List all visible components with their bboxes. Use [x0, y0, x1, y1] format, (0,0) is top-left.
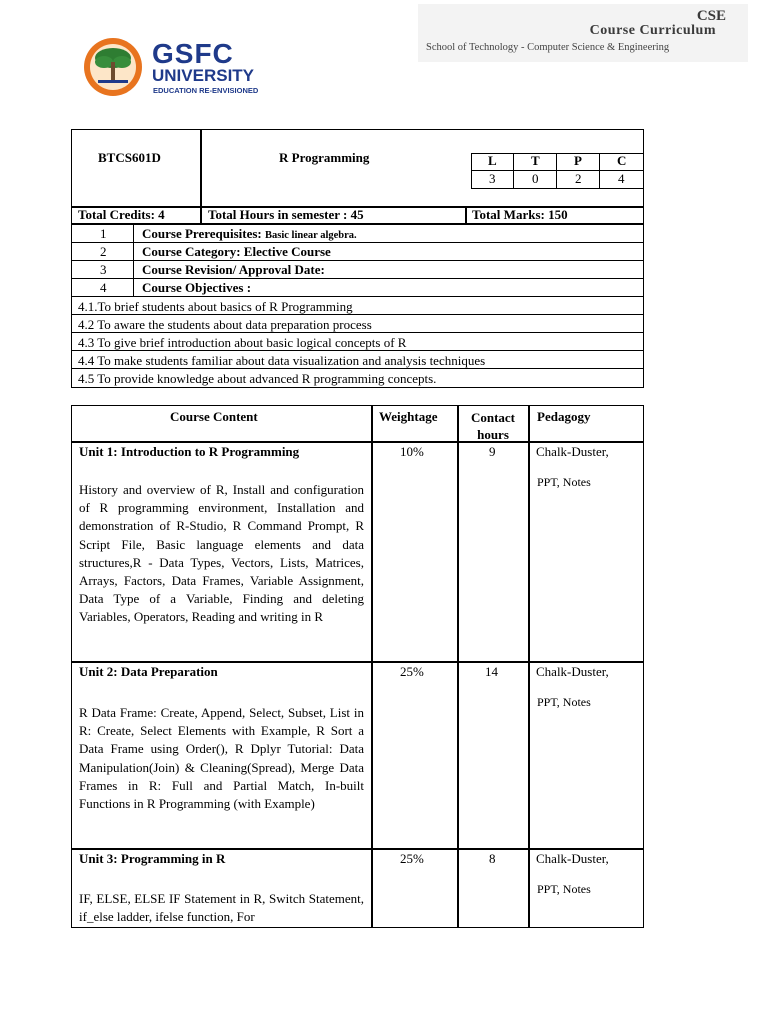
unit-pedagogy-line-2: PPT, Notes — [537, 475, 591, 489]
category-label: Course Category: Elective Course — [142, 244, 331, 259]
unit-pedagogy-line-1: Chalk-Duster, — [536, 444, 609, 459]
objectives-label: Course Objectives : — [142, 280, 252, 295]
school-name: School of Technology - Computer Science & Engineering — [426, 42, 670, 53]
unit-pedagogy-line-1: Chalk-Duster, — [536, 851, 609, 866]
total-credits: Total Credits: 4 — [78, 207, 165, 222]
prerequisites-label-text: Course Prerequisites: — [142, 226, 262, 241]
course-name: R Programming — [279, 150, 370, 165]
unit-description: History and overview of R, Install and configuration of R programming environment, Installation and demonstration of R-Studio, R Command Prompt, R Script File, Basic language elements and data structures,R - Data Types, Vectors, Lists, Matrices, Arrays, Factors, Data Frames, Variable Assignment, Data Type of a Variable, Finding and deleting Variables, Operators, Reading and writing in R — [79, 482, 364, 625]
unit-title: Unit 1: Introduction to R Programming — [79, 444, 300, 459]
tree-emblem-icon — [80, 36, 150, 98]
unit-contact-hours: 8 — [489, 851, 496, 866]
unit-weightage: 10% — [400, 444, 424, 459]
total-marks: Total Marks: 150 — [472, 207, 568, 222]
row-number: 4 — [100, 280, 107, 295]
unit-pedagogy-line-1: Chalk-Duster, — [536, 664, 609, 679]
ltpc-value-l: 3 — [489, 171, 496, 186]
total-hours: Total Hours in semester : 45 — [208, 207, 364, 222]
ltpc-header-l: L — [488, 153, 497, 168]
ltpc-header-c: C — [617, 153, 627, 168]
row-number: 3 — [100, 262, 107, 277]
column-header-content: Course Content — [170, 409, 258, 424]
unit-description: IF, ELSE, ELSE IF Statement in R, Switch Statement, if_else ladder, ifelse function, For — [79, 891, 364, 925]
objective-item: 4.5 To provide knowledge about advanced R programming concepts. — [78, 371, 437, 386]
row-number: 2 — [100, 244, 107, 259]
department-label: CSE — [696, 8, 726, 24]
column-header-weightage: Weightage — [379, 409, 438, 424]
ltpc-value-p: 2 — [575, 171, 582, 186]
revision-date-label: Course Revision/ Approval Date: — [142, 262, 325, 277]
logo-tagline: EDUCATION RE-ENVISIONED — [153, 86, 259, 95]
unit-title: Unit 3: Programming in R — [79, 851, 226, 866]
ltpc-header-p: P — [574, 153, 582, 168]
prerequisites-value: Basic linear algebra. — [265, 230, 357, 241]
column-header-pedagogy: Pedagogy — [537, 409, 591, 424]
column-header-contact-hours: Contact hours — [470, 410, 516, 442]
objective-item: 4.1.To brief students about basics of R Programming — [78, 299, 353, 314]
objective-item: 4.4 To make students familiar about data visualization and analysis techniques — [78, 353, 486, 368]
objective-item: 4.3 To give brief introduction about basic logical concepts of R — [78, 335, 407, 350]
ltpc-header-t: T — [531, 153, 540, 168]
objective-item: 4.2 To aware the students about data preparation process — [78, 317, 372, 332]
ltpc-value-t: 0 — [532, 171, 539, 186]
unit-description: R Data Frame: Create, Append, Select, Subset, List in R: Create, Select Elements with Example, R Sort a Data Frame using Order(), R Dplyr Tutorial: Data Manipulation(Join) & Cleaning(Spread), Merge Data Frames in R: Full and Partial Match, In-built Functions in R Programming (with Example) — [79, 705, 364, 812]
prerequisites-label — [142, 226, 357, 242]
unit-weightage: 25% — [400, 664, 424, 679]
document-title: Course Curriculum — [589, 23, 716, 38]
unit-contact-hours: 9 — [489, 444, 496, 459]
unit-contact-hours: 14 — [485, 664, 498, 679]
row-number: 1 — [100, 226, 107, 241]
logo-subtitle: UNIVERSITY — [152, 66, 255, 85]
unit-pedagogy-line-2: PPT, Notes — [537, 695, 591, 709]
unit-pedagogy-line-2: PPT, Notes — [537, 882, 591, 896]
unit-weightage: 25% — [400, 851, 424, 866]
unit-title: Unit 2: Data Preparation — [79, 664, 218, 679]
logo-wordmark: GSFC — [152, 38, 234, 69]
course-code: BTCS601D — [98, 150, 161, 165]
ltpc-value-c: 4 — [618, 171, 625, 186]
